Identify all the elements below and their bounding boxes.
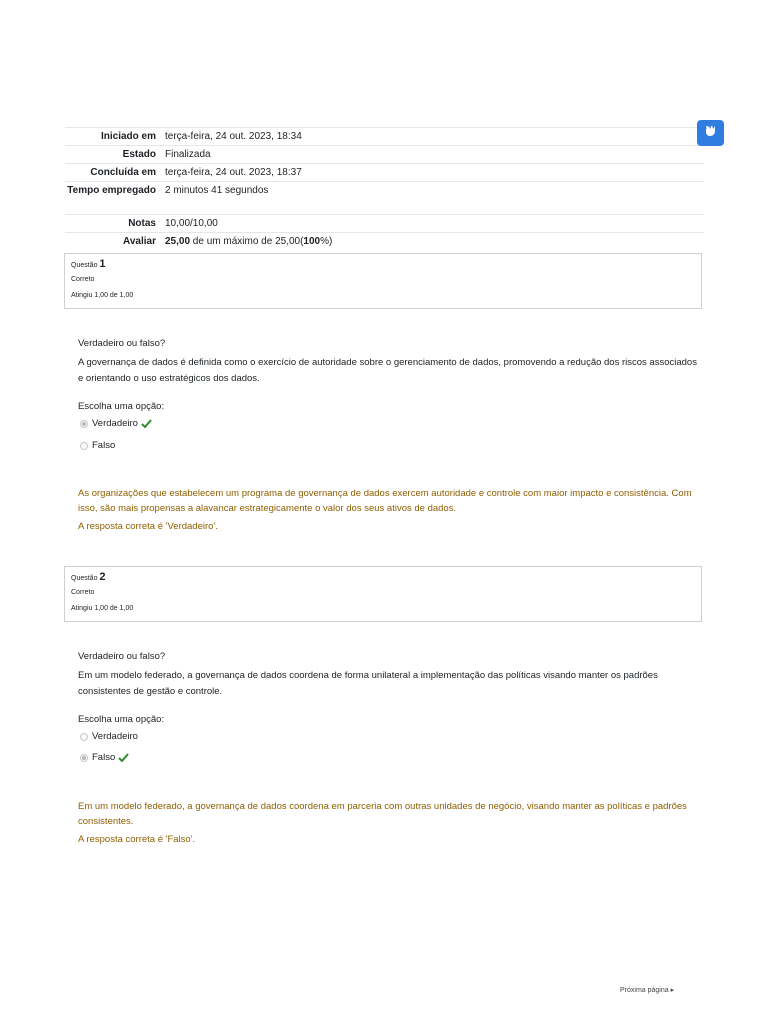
summary-row-state [65, 145, 704, 163]
accessibility-button[interactable] [697, 120, 724, 146]
right-answer: A resposta correta é 'Verdadeiro'. [78, 521, 218, 532]
summary-row-completed [65, 163, 704, 181]
radio-button[interactable] [80, 733, 88, 741]
grade-max: de um máximo de 25,00( [190, 236, 304, 247]
summary-row-started [65, 127, 704, 145]
summary-row-grade [65, 232, 704, 250]
question-info-2 [64, 566, 702, 622]
summary-value: 10,00/10,00 [165, 218, 218, 229]
summary-label: Tempo empregado [67, 185, 156, 196]
question-feedback: As organizações que estabelecem um programa de governança de dados exercem autoridade e controle com maior impacto e consistência. Com isso, são mais propensas a alavancar estrategicamente o valor dos seus ativos de dados. [78, 488, 692, 514]
option-false[interactable] [80, 752, 129, 763]
radio-button[interactable] [80, 420, 88, 428]
summary-value [165, 234, 704, 250]
summary-label: Iniciado em [100, 131, 156, 142]
question-label: Questão [71, 262, 98, 269]
question-text: A governança de dados é definida como o exercício de autoridade sobre o gerenciamento de dados, promovendo a redução dos riscos associados e orientando o uso estratégicos dos dados. [78, 357, 697, 384]
summary-row-grades [65, 214, 704, 232]
attempt-summary [65, 127, 704, 250]
question-status: Correto [71, 276, 95, 283]
question-info-1 [64, 253, 702, 309]
radio-button[interactable] [80, 442, 88, 450]
grade-score: 25,00 [165, 236, 191, 247]
grade-percent: 100 [303, 236, 321, 247]
question-feedback: Em um modelo federado, a governança de dados coordena em parceria com outras unidades de negócio, visando manter as políticas e padrões consistentes. [78, 801, 687, 827]
option-label: Falso [92, 440, 116, 451]
check-icon [141, 419, 152, 428]
question-prompt: Verdadeiro ou falso? [78, 651, 166, 662]
summary-label: Avaliar [123, 236, 156, 247]
option-true[interactable] [80, 418, 152, 429]
question-label: Questão [71, 575, 98, 582]
question-text: Em um modelo federado, a governança de dados coordena de forma unilateral a implementação das políticas visando manter os padrões consistentes de gestão e controle. [78, 670, 658, 697]
summary-value: terça-feira, 24 out. 2023, 18:34 [165, 131, 302, 142]
question-num: 2 [99, 571, 106, 583]
option-false[interactable] [80, 440, 115, 451]
grade-suffix: %) [320, 236, 333, 247]
choose-option-label: Escolha uma opção: [78, 714, 165, 725]
question-num: 1 [99, 258, 106, 270]
summary-value: Finalizada [165, 149, 211, 160]
question-number [71, 258, 695, 272]
option-label: Verdadeiro [92, 731, 138, 742]
right-answer: A resposta correta é 'Falso'. [78, 834, 196, 845]
summary-row-time [65, 181, 704, 214]
summary-label: Concluída em [90, 167, 156, 178]
question-number [71, 571, 695, 585]
next-page-link[interactable]: Próxima página ▸ [620, 987, 675, 994]
question-grade: Atingiu 1,00 de 1,00 [71, 292, 134, 299]
question-status: Correto [71, 589, 95, 596]
summary-label: Notas [128, 218, 156, 229]
check-icon [118, 753, 129, 762]
summary-label: Estado [122, 149, 156, 160]
question-grade: Atingiu 1,00 de 1,00 [71, 605, 134, 612]
summary-value: terça-feira, 24 out. 2023, 18:37 [165, 167, 302, 178]
option-true[interactable] [80, 731, 138, 742]
option-label: Verdadeiro [92, 418, 138, 429]
accessibility-hand-icon [703, 123, 719, 144]
summary-value: 2 minutos 41 segundos [165, 185, 269, 196]
radio-button[interactable] [80, 754, 88, 762]
option-label: Falso [92, 752, 116, 763]
choose-option-label: Escolha uma opção: [78, 401, 165, 412]
question-prompt: Verdadeiro ou falso? [78, 338, 166, 349]
